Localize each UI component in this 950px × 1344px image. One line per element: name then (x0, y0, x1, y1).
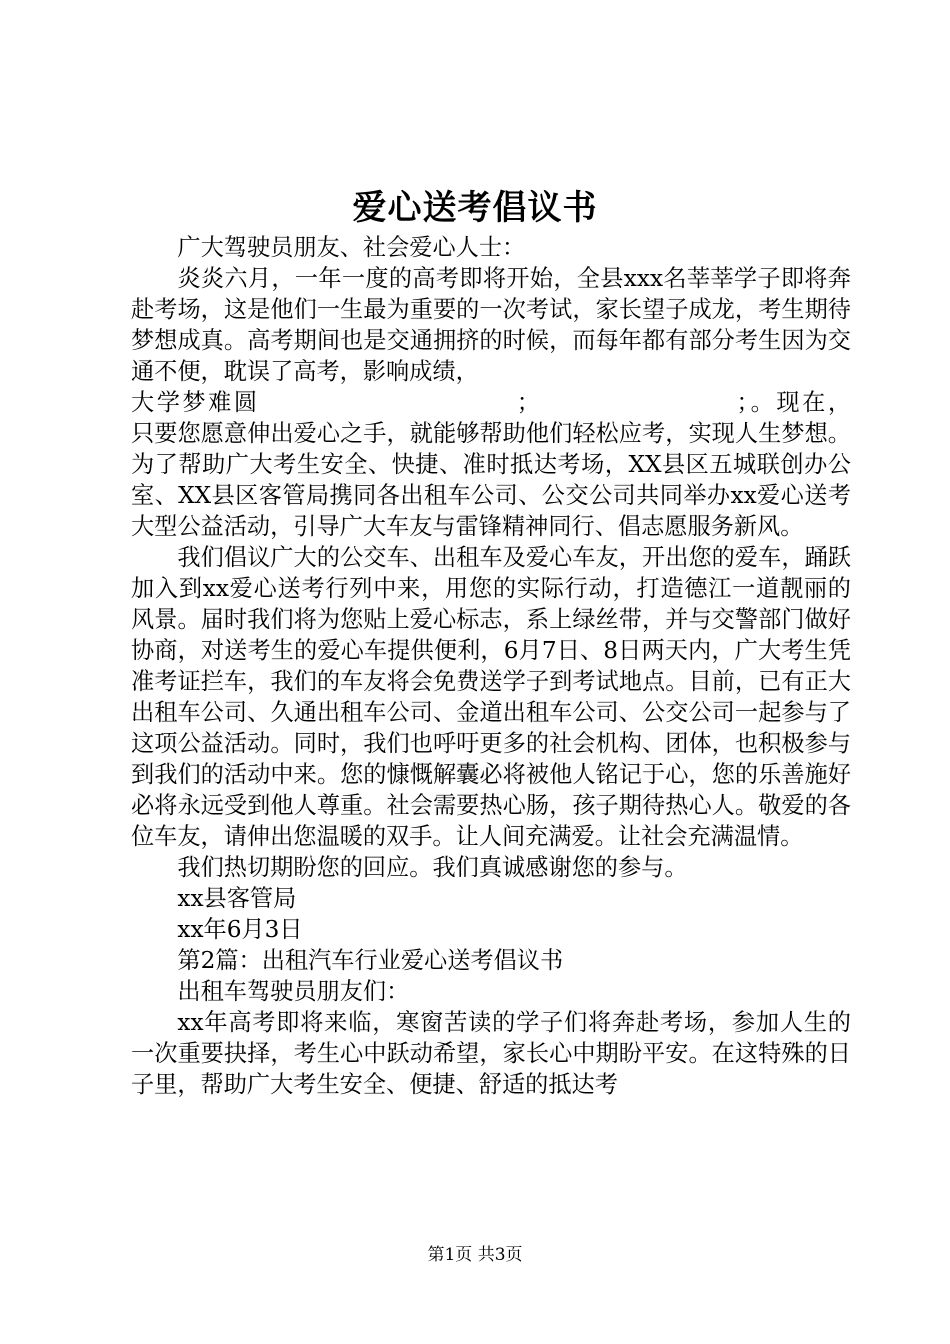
paragraph-section2-intro: xx年高考即将来临，寒窗苦读的学子们将奔赴考场，参加人生的一次重要抉择，考生心中跃动希望，家长心中期盼平安。在这特殊的日子里，帮助广大考生安全、便捷、舒适的抵达考 (131, 1009, 851, 1098)
paragraph-closing: 我们热切期盼您的回应。我们真诚感谢您的参与。 (177, 854, 688, 881)
signature-date: xx年6月3日 (177, 916, 303, 943)
page-footer: 第1页 共3页 (427, 1245, 523, 1265)
document-title: 爱心送考倡议书 (352, 188, 598, 228)
paragraph-proposal: 我们倡议广大的公交车、出租车及爱心车友，开出您的爱车，踊跃加入到xx爱心送考行列中来，用您的实际行动，打造德江一道靓丽的风景。届时我们将为您贴上爱心标志，系上绿丝带，并与交警部门做好协商，对送考生的爱心车提供便利，6月7日、8日两天内，广大考生凭准考证拦车，我们的车友将会免费送学子到考试地点。目前，已有正大出租车公司、久通出租车公司、金道出租车公司、公交公司一起参与了这项公益活动。同时，我们也呼吁更多的社会机构、团体，也积极参与到我们的活动中来。您的慷慨解囊必将被他人铭记于心，您的乐善施好必将永远受到他人尊重。社会需要热心肠，孩子期待热心人。敬爱的各位车友，请伸出您温暖的双手。让人间充满爱。让社会充满温情。 (131, 544, 851, 850)
section-heading-2: 第2篇：出租汽车行业爱心送考倡议书 (177, 947, 564, 974)
paragraph-intro: 炎炎六月，一年一度的高考即将开始，全县xxx名莘莘学子即将奔赴考场，这是他们一生最为重要的一次考试，家长望子成龙，考生期待梦想成真。高考期间也是交通拥挤的时候，而每年都有部分考生因为交通不便，耽误了高考，影响成绩， (131, 265, 851, 385)
salutation-2: 出租车驾驶员朋友们： (177, 978, 410, 1005)
signature-org: xx县客管局 (177, 885, 297, 912)
document-body (131, 232, 851, 1100)
paragraph-intro-gap-line: 大学梦难圆 ； ；。现在， (131, 389, 851, 416)
salutation: 广大驾驶员朋友、社会爱心人士： (177, 234, 526, 261)
paragraph-intro-continued: 只要您愿意伸出爱心之手，就能够帮助他们轻松应考，实现人生梦想。为了帮助广大考生安全、快捷、准时抵达考场，XX县区五城联创办公室、XX县区客管局携同各出租车公司、公交公司共同举办xx爱心送考大型公益活动，引导广大车友与雷锋精神同行、倡志愿服务新风。 (131, 420, 851, 540)
